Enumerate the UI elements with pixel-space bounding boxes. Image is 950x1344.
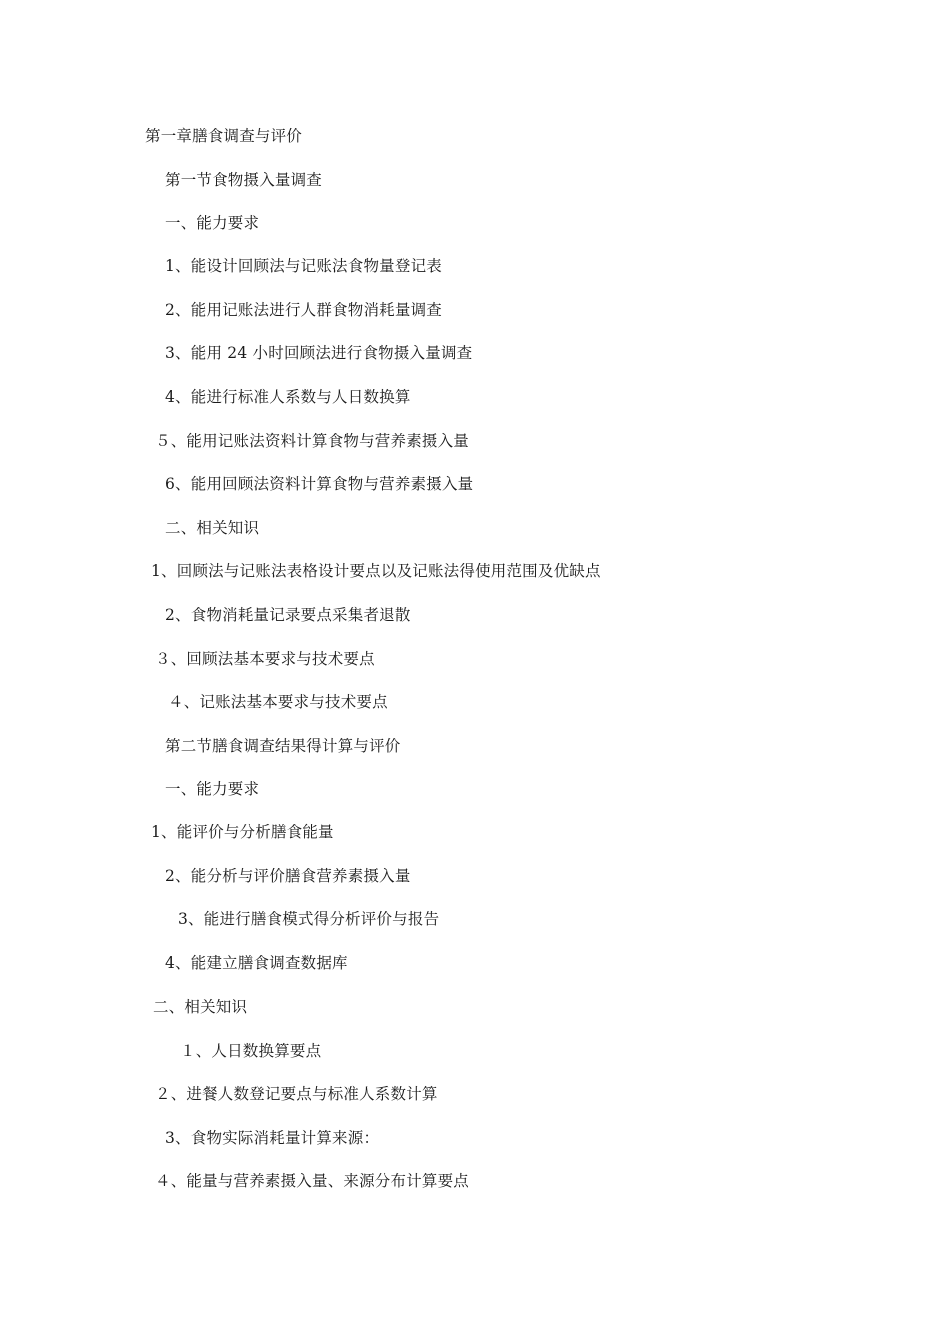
subheading-ability-1: 一、能力要求	[165, 214, 260, 232]
subheading-knowledge-1: 二、相关知识	[165, 519, 260, 537]
list-item: 1、回顾法与记账法表格设计要点以及记账法得使用范围及优缺点	[151, 562, 601, 580]
chapter-title: 第一章膳食调查与评价	[145, 127, 303, 145]
list-item: 3、能进行膳食模式得分析评价与报告	[178, 910, 440, 928]
list-item: ３、回顾法基本要求与技术要点	[155, 650, 375, 668]
list-item: 2、能用记账法进行人群食物消耗量调查	[165, 301, 442, 319]
section-title-2: 第二节膳食调查结果得计算与评价	[165, 737, 401, 755]
list-item: ４、能量与营养素摄入量、来源分布计算要点	[155, 1172, 470, 1190]
list-item: 1、能设计回顾法与记账法食物量登记表	[165, 257, 442, 275]
list-item: 4、能建立膳食调查数据库	[165, 954, 348, 972]
list-item: ５、能用记账法资料计算食物与营养素摄入量	[155, 432, 470, 450]
subheading-knowledge-2: 二、相关知识	[153, 998, 248, 1016]
list-item: 3、食物实际消耗量计算来源：	[165, 1129, 380, 1147]
list-item: 6、能用回顾法资料计算食物与营养素摄入量	[165, 475, 474, 493]
list-item: 2、能分析与评价膳食营养素摄入量	[165, 867, 411, 885]
list-item: １、人日数换算要点	[180, 1042, 322, 1060]
list-item: 2、食物消耗量记录要点采集者退散	[165, 606, 411, 624]
list-item: ２、进餐人数登记要点与标准人系数计算	[155, 1085, 438, 1103]
section-title-1: 第一节食物摄入量调查	[165, 171, 323, 189]
subheading-ability-2: 一、能力要求	[165, 780, 260, 798]
list-item: 3、能用 24 小时回顾法进行食物摄入量调查	[165, 344, 473, 362]
list-item: ４、记账法基本要求与技术要点	[168, 693, 388, 711]
list-item: 4、能进行标准人系数与人日数换算	[165, 388, 411, 406]
list-item: 1、能评价与分析膳食能量	[151, 823, 334, 841]
